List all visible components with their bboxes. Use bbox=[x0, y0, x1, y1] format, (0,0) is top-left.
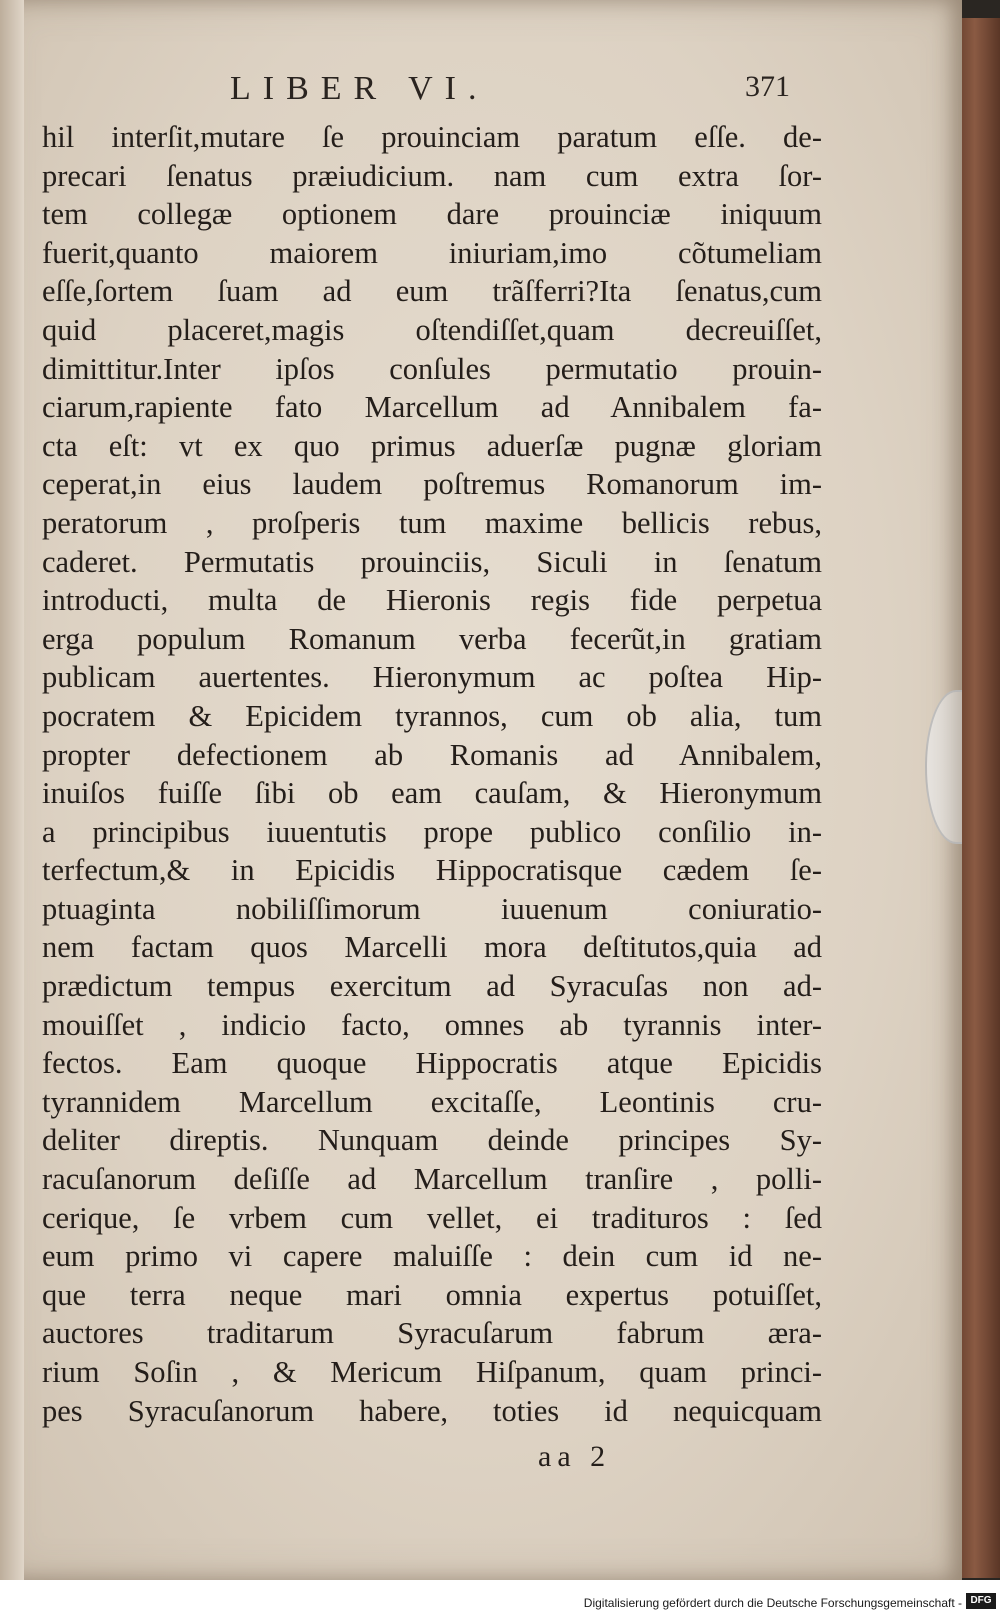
text-line: racuſanorum deſiſſe ad Marcellum tranſire , polli- bbox=[42, 1162, 822, 1197]
text-line: prædictum tempus exercitum ad Syracuſas non ad- bbox=[42, 969, 822, 1004]
text-line: terfectum,& in Epicidis Hippocratisque cædem ſe- bbox=[42, 853, 822, 888]
text-line: auctores traditarum Syracuſarum fabrum æra- bbox=[42, 1316, 822, 1351]
page-clip bbox=[925, 690, 962, 844]
dfg-logo: DFG bbox=[966, 1593, 996, 1609]
text-line: publicam auertentes. Hieronymum ac poſtea Hip- bbox=[42, 660, 822, 695]
text-line: nem factam quos Marcelli mora deſtitutos,quia ad bbox=[42, 930, 822, 965]
footer-credit: Digitalisierung gefördert durch die Deutsche Forschungsgemeinschaft - bbox=[583, 1596, 962, 1610]
page-number: 371 bbox=[745, 70, 790, 103]
text-line: a principibus iuuentutis prope publico conſilio in- bbox=[42, 814, 822, 849]
text-line: peratorum , proſperis tum maxime bellicis rebus, bbox=[42, 505, 822, 540]
text-line: tem collegæ optionem dare prouinciæ iniquum bbox=[42, 197, 822, 232]
text-line: fuerit,quanto maiorem iniuriam,imo cõtumeliam bbox=[42, 235, 822, 270]
text-line: eum primo vi capere maluiſſe : dein cum id ne- bbox=[42, 1239, 822, 1274]
signature-mark: aa 2 bbox=[538, 1440, 612, 1473]
text-line: precari ſenatus præiudicium. nam cum extra ſor- bbox=[42, 158, 822, 193]
text-line: mouiſſet , indicio facto, omnes ab tyrannis inter- bbox=[42, 1007, 822, 1042]
text-line: quid placeret,magis oſtendiſſet,quam decreuiſſet, bbox=[42, 312, 822, 347]
text-line: ceperat,in eius laudem poſtremus Romanorum im- bbox=[42, 467, 822, 502]
text-line: caderet. Permutatis prouinciis, Siculi in ſenatum bbox=[42, 544, 822, 579]
text-line: dimittitur.Inter ipſos conſules permutatio prouin- bbox=[42, 351, 822, 386]
text-line: ptuaginta nobiliſſimorum iuuenum coniuratio- bbox=[42, 891, 822, 926]
running-title: LIBER VI. bbox=[230, 70, 489, 107]
text-block bbox=[42, 118, 822, 1430]
text-line: hil interſit,mutare ſe prouinciam paratum eſſe. de- bbox=[42, 120, 822, 154]
text-line: que terra neque mari omnia expertus potuiſſet, bbox=[42, 1277, 822, 1312]
text-line: fectos. Eam quoque Hippocratis atque Epicidis bbox=[42, 1046, 822, 1081]
text-line: cerique, ſe vrbem cum vellet, ei tradituros : ſed bbox=[42, 1200, 822, 1235]
text-line: eſſe,ſortem ſuam ad eum trãſferri?Ita ſenatus,cum bbox=[42, 274, 822, 309]
text-line: erga populum Romanum verba fecerũt,in gratiam bbox=[42, 621, 822, 656]
book-edge bbox=[958, 18, 1000, 1578]
text-line: tyrannidem Marcellum excitaſſe, Leontinis cru- bbox=[42, 1084, 822, 1119]
text-line: propter defectionem ab Romanis ad Annibalem, bbox=[42, 737, 822, 772]
text-line: inuiſos fuiſſe ſibi ob eam cauſam, & Hieronymum bbox=[42, 776, 822, 811]
text-line: ciarum,rapiente fato Marcellum ad Annibalem fa- bbox=[42, 390, 822, 425]
text-line: rium Soſin , & Mericum Hiſpanum, quam princi- bbox=[42, 1355, 822, 1389]
text-line: pes Syracuſanorum habere, toties id nequicquam bbox=[42, 1393, 822, 1428]
text-line: cta eſt: vt ex quo primus aduerſæ pugnæ gloriam bbox=[42, 428, 822, 463]
text-line: pocratem & Epicidem tyrannos, cum ob alia, tum bbox=[42, 698, 822, 733]
running-head bbox=[230, 70, 790, 110]
text-line: introducti, multa de Hieronis regis fide perpetua bbox=[42, 583, 822, 618]
text-line: deliter direptis. Nunquam deinde principes Sy- bbox=[42, 1123, 822, 1158]
